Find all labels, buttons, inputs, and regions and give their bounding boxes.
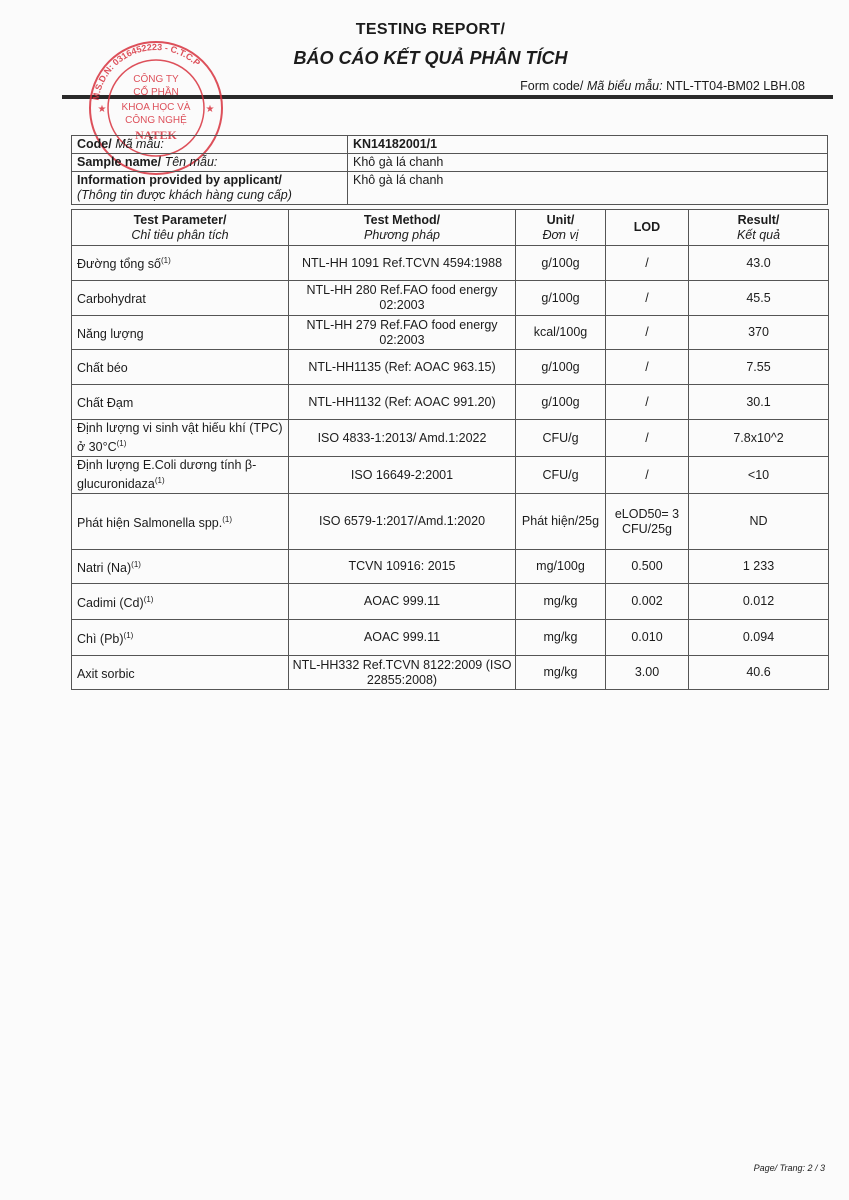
unit-cell: CFU/g [516,457,606,494]
info-blank [617,172,828,205]
col-param: Test Parameter/ Chỉ tiêu phân tích [72,210,289,246]
footnote-marker: (1) [154,476,165,486]
stamp-line1: CÔNG TY [133,74,179,85]
footnote-marker: (1) [131,560,141,570]
provided-label: Information provided by applicant/ (Thông tin được khách hàng cung cấp) [72,172,348,205]
results-body [72,246,829,690]
method-cell: NTL-HH 280 Ref.FAO food energy 02:2003 [289,281,516,316]
info-row-provided [72,172,828,205]
results-header-row [72,210,829,246]
method-cell: NTL-HH332 Ref.TCVN 8122:2009 (ISO 22855:2008) [289,656,516,690]
lod-cell: / [606,316,689,350]
stamp-star-left: ★ [97,104,107,115]
result-cell: 370 [689,316,829,350]
param-cell: Năng lượng [72,316,289,350]
method-cell: NTL-HH 1091 Ref.TCVN 4594:1988 [289,246,516,281]
unit-cell: g/100g [516,350,606,385]
footnote-marker: (1) [116,439,127,448]
param-cell: Carbohydrat [72,281,289,316]
unit-cell: g/100g [516,246,606,281]
stamp-line4: CÔNG NGHỆ [125,115,187,126]
table-row [72,550,829,584]
provided-value: Khô gà lá chanh [348,172,618,205]
info-row-sample [72,154,828,172]
stamp-ring-text: M.S.D.N: 0316452223 - C.T.C.P [90,41,203,102]
info-row-code [72,136,828,154]
param-cell: Chất béo [72,350,289,385]
lod-cell: 0.500 [606,550,689,584]
table-row [72,656,829,690]
table-row [72,350,829,385]
result-cell: 7.55 [689,350,829,385]
code-label: Code/ Mã mẫu: [72,136,348,154]
unit-cell: kcal/100g [516,316,606,350]
table-row [72,620,829,656]
result-cell: 45.5 [689,281,829,316]
result-cell: 43.0 [689,246,829,281]
unit-cell: g/100g [516,385,606,420]
result-cell: 40.6 [689,656,829,690]
result-cell: 1 233 [689,550,829,584]
col-result: Result/ Kết quả [689,210,829,246]
lod-cell: / [606,350,689,385]
result-cell: 0.012 [689,584,829,620]
info-blank [617,154,828,172]
stamp-line3: KHOA HỌC VÀ [121,102,191,113]
unit-cell: mg/100g [516,550,606,584]
lod-cell: 3.00 [606,656,689,690]
table-row [72,316,829,350]
table-row [72,246,829,281]
lod-cell: / [606,246,689,281]
lod-cell: 0.002 [606,584,689,620]
unit-cell: mg/kg [516,620,606,656]
unit-cell: CFU/g [516,420,606,457]
footnote-marker: (1) [123,631,134,641]
param-cell: Phát hiện Salmonella spp.$^{(1)}$ [72,494,289,550]
sample-value: Khô gà lá chanh [348,154,618,172]
sample-label: Sample name/ Tên mẫu: [72,154,348,172]
stamp-line5: NATEK [135,128,177,142]
col-lod: LOD [606,210,689,246]
lod-cell: / [606,457,689,494]
table-row [72,584,829,620]
result-cell: 7.8x10^2 [689,420,829,457]
sample-info-table [71,135,828,205]
method-cell: NTL-HH1132 (Ref: AOAC 991.20) [289,385,516,420]
stamp-line2: CỔ PHẦN [133,87,179,98]
param-cell: Cadimi $(Cd)^{(1)}$ [72,584,289,620]
method-cell: AOAC 999.11 [289,620,516,656]
table-row [72,420,829,457]
method-cell: ISO 16649-2:2001 [289,457,516,494]
result-cell: ND [689,494,829,550]
lod-cell: / [606,281,689,316]
info-blank [617,136,828,154]
results-table [71,209,829,690]
col-unit: Unit/ Đơn vị [516,210,606,246]
unit-cell: mg/kg [516,584,606,620]
table-row [72,281,829,316]
report-title-vi: BÁO CÁO KẾT QUẢ PHÂN TÍCH [293,48,568,68]
method-cell: TCVN 10916: 2015 [289,550,516,584]
unit-cell: g/100g [516,281,606,316]
param-cell: Natri $(Na)^{(1)}$ [72,550,289,584]
method-cell: AOAC 999.11 [289,584,516,620]
code-value: KN14182001/1 [348,136,618,154]
form-code [520,79,805,93]
param-cell: Định lượng vi sinh vật hiếu khí (TPC) ở $30^\circ C^{(1)}$ [72,420,289,457]
method-cell: ISO 4833-1:2013/ Amd.1:2022 [289,420,516,457]
param-cell: Định lượng E.Coli dương tính β-glucuronidaza$^{(1)}$ [72,457,289,494]
report-title-en: TESTING REPORT/ [355,21,506,38]
lod-cell: eLOD50= 3 CFU/25g [606,494,689,550]
footnote-marker: (1) [222,515,233,525]
col-method: Test Method/ Phương pháp [289,210,516,246]
method-cell: NTL-HH 279 Ref.FAO food energy 02:2003 [289,316,516,350]
method-cell: ISO 6579-1:2017/Amd.1:2020 [289,494,516,550]
form-code-label-vi: Mã biểu mẫu: [586,79,663,93]
param-cell: Axit sorbic [72,656,289,690]
footnote-marker: (1) [160,256,171,266]
param-cell: Đường tổng số$^{(1)}$ [72,246,289,281]
param-cell: Chất Đạm [72,385,289,420]
stamp-star-right: ★ [205,104,215,115]
unit-cell: Phát hiện/25g [516,494,606,550]
page-number: Page/ Trang: 2 / 3 [753,1163,825,1173]
form-code-label: Form code/ [520,79,584,93]
result-cell: 30.1 [689,385,829,420]
table-row [72,385,829,420]
result-cell: 0.094 [689,620,829,656]
table-row [72,457,829,494]
form-code-value: NTL-TT04-BM02 LBH.08 [666,79,805,93]
lod-cell: / [606,385,689,420]
table-row [72,494,829,550]
unit-cell: mg/kg [516,656,606,690]
param-cell: Chì $(Pb)^{(1)}$ [72,620,289,656]
method-cell: NTL-HH1135 (Ref: AOAC 963.15) [289,350,516,385]
footnote-marker: (1) [143,595,154,605]
result-cell: <10 [689,457,829,494]
lod-cell: / [606,420,689,457]
lod-cell: 0.010 [606,620,689,656]
